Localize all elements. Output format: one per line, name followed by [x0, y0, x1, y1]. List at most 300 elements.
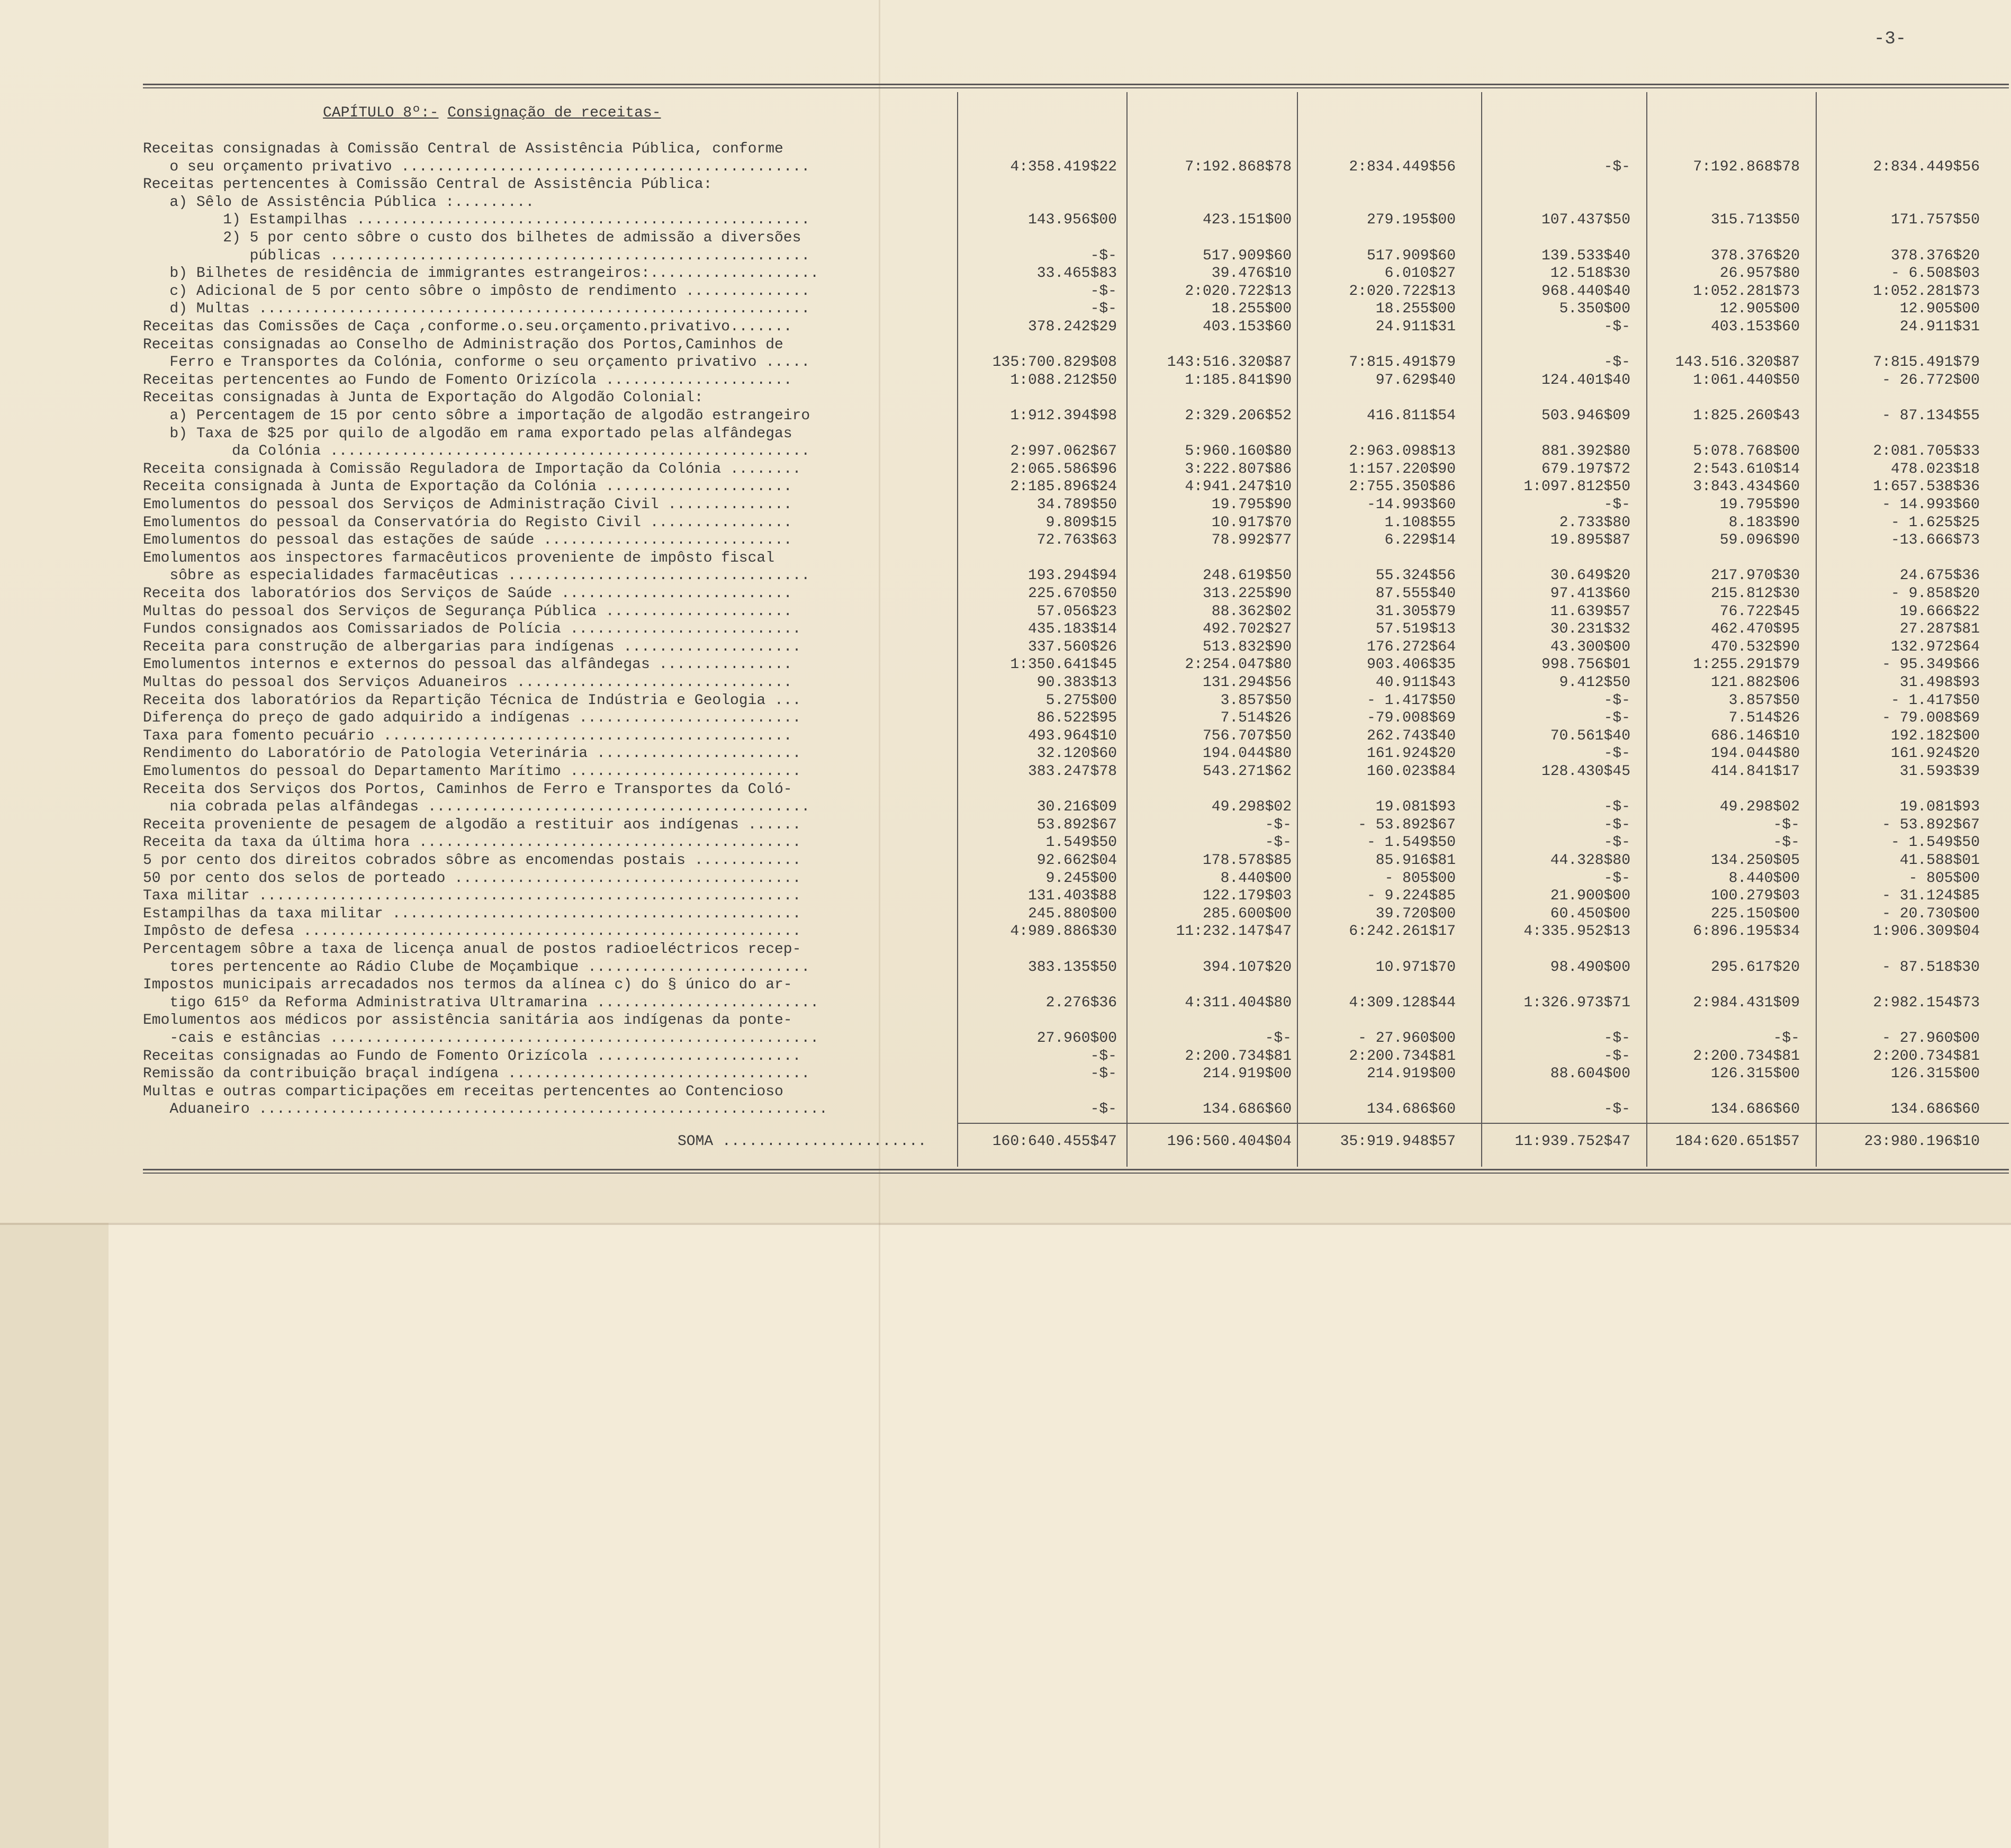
row-value: 1:326.973$71: [1523, 994, 1630, 1011]
chapter-prefix: CAPÍTULO 8º:-: [323, 105, 439, 121]
row-value: - 87.518$30: [1882, 959, 1980, 976]
row-value: 1.549$50: [1045, 834, 1117, 851]
row-value: -$-: [1603, 1101, 1630, 1118]
row-value: 2:982.154$73: [1873, 994, 1980, 1011]
row-description: Ferro e Transportes da Colónia, conforme o seu orçamento privativo .....: [143, 355, 810, 371]
row-description: Taxa para fomento pecuário ..............................................: [143, 728, 792, 744]
row-value: 2.733$80: [1559, 514, 1630, 531]
row-value: 2:963.098$13: [1349, 443, 1456, 460]
row-value: 7:815.491$79: [1349, 354, 1456, 371]
row-value: 10.917$70: [1211, 514, 1292, 531]
row-description: sôbre as especialidades farmacêuticas ..................................: [143, 569, 810, 584]
total-rule: [957, 1123, 2009, 1124]
row-value: 194.044$80: [1202, 745, 1292, 762]
row-value: 4:335.952$13: [1523, 923, 1630, 940]
row-value: -$-: [1090, 247, 1117, 264]
row-value: -$-: [1603, 1030, 1630, 1047]
row-value: 6:242.261$17: [1349, 923, 1456, 940]
row-value: 24.675$36: [1899, 567, 1980, 584]
row-value: 134.686$60: [1890, 1101, 1980, 1118]
row-description: a) Sêlo de Assistência Pública :.........: [143, 195, 535, 210]
row-value: 24.911$31: [1899, 319, 1980, 335]
row-value: -$-: [1090, 1048, 1117, 1065]
page-number: -3-: [1874, 29, 1907, 49]
row-description: d) Multas ..............................................................: [143, 302, 810, 317]
row-value: 378.376$20: [1710, 247, 1800, 264]
row-value: 192.182$00: [1890, 727, 1980, 744]
row-value: 2:200.734$81: [1349, 1048, 1456, 1065]
row-description: Receita para construção de albergarias para indígenas ....................: [143, 639, 801, 655]
row-description: Emolumentos do pessoal das estações de saúde ............................: [143, 533, 792, 548]
row-value: -$-: [1603, 745, 1630, 762]
row-value: 383.135$50: [1027, 959, 1117, 976]
row-value: 3:222.807$86: [1185, 461, 1292, 477]
row-value: 492.702$27: [1202, 621, 1292, 638]
row-value: 53.892$67: [1036, 816, 1117, 833]
row-value: 1:052.281$73: [1693, 283, 1800, 300]
row-value: 4:358.419$22: [1010, 158, 1117, 175]
row-value: - 1.417$50: [1890, 692, 1980, 709]
row-description: Estampilhas da taxa militar ..............................................: [143, 906, 801, 922]
row-value: 998.756$01: [1541, 656, 1630, 673]
row-value: - 27.960$00: [1358, 1030, 1456, 1047]
row-value: -79.008$69: [1366, 710, 1456, 727]
row-value: - 6.508$03: [1890, 265, 1980, 282]
row-value: 881.392$80: [1541, 443, 1630, 460]
row-value: 517.909$60: [1202, 247, 1292, 264]
row-value: 19.795$90: [1211, 497, 1292, 513]
row-value: 9.245$00: [1045, 870, 1117, 887]
row-description: a) Percentagem de 15 por cento sôbre a importação de algodão estrangeiro: [143, 409, 810, 423]
row-value: 7.514$26: [1220, 710, 1292, 727]
row-value: 30.649$20: [1550, 567, 1630, 584]
row-value: 11.639$57: [1550, 603, 1630, 620]
row-value: 503.946$09: [1541, 408, 1630, 424]
row-value: 176.272$64: [1366, 638, 1456, 655]
row-value: 88.604$00: [1550, 1066, 1630, 1083]
row-value: 134.686$60: [1366, 1101, 1456, 1118]
row-value: 7:815.491$79: [1873, 354, 1980, 371]
row-value: 378.242$29: [1027, 319, 1117, 335]
row-value: 2:020.722$13: [1349, 283, 1456, 300]
paper-lower: [109, 1223, 2011, 1848]
column-divider: [1816, 92, 1817, 1167]
row-value: - 79.008$69: [1882, 710, 1980, 727]
row-value: 27.960$00: [1036, 1030, 1117, 1047]
row-value: 9.809$15: [1045, 514, 1117, 531]
row-value: 1:157.220$90: [1349, 461, 1456, 477]
row-value: -$-: [1603, 799, 1630, 816]
fold-line-horizontal: [0, 1223, 2011, 1225]
row-value: 1:185.841$90: [1185, 372, 1292, 389]
row-value: 41.588$01: [1899, 852, 1980, 869]
row-description: 1) Estampilhas ...................................................: [143, 213, 810, 228]
total-value: 23:980.196$10: [1864, 1133, 1980, 1150]
row-description: Emolumentos aos médicos por assistência sanitária aos indígenas da ponte-: [143, 1013, 792, 1029]
row-value: 131.294$56: [1202, 674, 1292, 691]
row-description: c) Adicional de 5 por cento sôbre o impôsto de rendimento ..............: [143, 284, 810, 299]
row-value: 403.153$60: [1710, 319, 1800, 335]
row-description: Fundos consignados aos Comissariados de Polícia ..........................: [143, 622, 801, 637]
row-value: 416.811$54: [1366, 408, 1456, 424]
row-description: nia cobrada pelas alfândegas ...........................................: [143, 800, 810, 815]
row-description: -cais e estâncias .......................................................: [143, 1031, 819, 1046]
row-value: 3.857$50: [1220, 692, 1292, 709]
row-description: Receita dos Serviços dos Portos, Caminhos de Ferro e Transportes da Coló-: [143, 782, 792, 797]
row-description: Percentagem sôbre a taxa de licença anual de postos radioeléctricos recep-: [143, 942, 801, 957]
row-value: 679.197$72: [1541, 461, 1630, 477]
row-value: 19.081$93: [1375, 799, 1456, 816]
row-description: da Colónia ......................................................: [143, 444, 810, 459]
row-value: 245.880$00: [1027, 905, 1117, 922]
row-value: 1.108$55: [1384, 514, 1456, 531]
row-value: 44.328$80: [1550, 852, 1630, 869]
row-value: 4:311.404$80: [1185, 994, 1292, 1011]
row-value: 215.812$30: [1710, 585, 1800, 602]
row-value: 394.107$20: [1202, 959, 1292, 976]
row-value: 24.911$31: [1375, 319, 1456, 335]
row-value: 171.757$50: [1890, 212, 1980, 229]
total-value: 184:620.651$57: [1675, 1133, 1800, 1150]
row-value: 214.919$00: [1202, 1066, 1292, 1083]
row-value: -$-: [1090, 301, 1117, 318]
row-description: Receitas das Comissões de Caça ,conforme.o.seu.orçamento.privativo.......: [143, 320, 792, 335]
row-value: 2:984.431$09: [1693, 994, 1800, 1011]
row-value: 1:912.394$98: [1010, 408, 1117, 424]
row-description: Emolumentos do pessoal dos Serviços de Administração Civil ..............: [143, 498, 792, 512]
row-value: 2:254.047$80: [1185, 656, 1292, 673]
row-value: 2:834.449$56: [1349, 158, 1456, 175]
row-value: 2:329.206$52: [1185, 408, 1292, 424]
row-value: -$-: [1603, 354, 1630, 371]
row-value: 5:078.768$00: [1693, 443, 1800, 460]
row-value: 124.401$40: [1541, 372, 1630, 389]
row-description: Receita proveniente de pesagem de algodão a restituir aos indígenas ......: [143, 817, 801, 833]
row-value: 2:020.722$13: [1185, 283, 1292, 300]
total-value: 35:919.948$57: [1340, 1133, 1456, 1150]
row-value: 513.832$90: [1202, 638, 1292, 655]
row-value: 97.629$40: [1375, 372, 1456, 389]
row-value: 3:843.434$60: [1693, 479, 1800, 495]
row-value: 19.795$90: [1719, 497, 1800, 513]
row-value: 121.882$06: [1710, 674, 1800, 691]
row-value: 2:543.610$14: [1693, 461, 1800, 477]
row-description: b) Bilhetes de residência de immigrantes estrangeiros:...................: [143, 266, 819, 282]
top-rule-2: [143, 87, 2009, 88]
row-description: tores pertencente ao Rádio Clube de Moçambique .........................: [143, 960, 810, 975]
row-value: 107.437$50: [1541, 212, 1630, 229]
row-value: 178.578$85: [1202, 852, 1292, 869]
row-description: o seu orçamento privativo ..............................................: [143, 159, 810, 175]
row-description: 2) 5 por cento sôbre o custo dos bilhetes de admissão a diversões: [143, 231, 801, 246]
row-value: - 53.892$67: [1358, 816, 1456, 833]
row-value: 2:200.734$81: [1873, 1048, 1980, 1065]
row-value: - 1.417$50: [1366, 692, 1456, 709]
row-description: Emolumentos do pessoal do Departamento Marítimo ..........................: [143, 764, 801, 779]
row-value: 18.255$00: [1375, 301, 1456, 318]
row-value: 60.450$00: [1550, 905, 1630, 922]
row-value: 478.023$18: [1890, 461, 1980, 477]
row-value: -$-: [1090, 1066, 1117, 1083]
row-value: 313.225$90: [1202, 585, 1292, 602]
row-value: 3.857$50: [1728, 692, 1800, 709]
row-value: -14.993$60: [1366, 497, 1456, 513]
row-value: 86.522$95: [1036, 710, 1117, 727]
row-value: 9.412$50: [1559, 674, 1630, 691]
row-value: - 805$00: [1384, 870, 1456, 887]
row-value: 7:192.868$78: [1185, 158, 1292, 175]
row-description: Multas do pessoal dos Serviços Aduaneiros ...............................: [143, 675, 792, 690]
row-value: 470.532$90: [1710, 638, 1800, 655]
row-value: 337.560$26: [1027, 638, 1117, 655]
row-value: - 87.134$55: [1882, 408, 1980, 424]
row-value: 225.150$00: [1710, 905, 1800, 922]
row-value: 12.518$30: [1550, 265, 1630, 282]
row-value: -$-: [1603, 319, 1630, 335]
row-value: - 9.858$20: [1890, 585, 1980, 602]
row-value: 2:997.062$67: [1010, 443, 1117, 460]
row-value: 85.916$81: [1375, 852, 1456, 869]
row-value: 134.250$05: [1710, 852, 1800, 869]
row-description: Diferença do preço de gado adquirido a indígenas .........................: [143, 711, 801, 726]
row-value: 414.841$17: [1710, 763, 1800, 780]
row-value: 1:825.260$43: [1693, 408, 1800, 424]
row-value: 2:185.896$24: [1010, 479, 1117, 495]
row-value: 19.666$22: [1899, 603, 1980, 620]
row-value: 132.972$64: [1890, 638, 1980, 655]
row-value: 6.229$14: [1384, 532, 1456, 549]
row-description: Receitas consignadas ao Fundo de Fomento Orizícola .......................: [143, 1049, 801, 1064]
row-description: tigo 615º da Reforma Administrativa Ultramarina .........................: [143, 995, 819, 1011]
row-value: 100.279$03: [1710, 888, 1800, 905]
row-value: 686.146$10: [1710, 727, 1800, 744]
row-value: 126.315$00: [1710, 1066, 1800, 1083]
row-description: Receitas pertencentes à Comissão Central de Assistência Pública:: [143, 177, 713, 193]
row-value: 4:989.886$30: [1010, 923, 1117, 940]
row-value: 4:941.247$10: [1185, 479, 1292, 495]
row-value: - 27.960$00: [1882, 1030, 1980, 1047]
row-value: -$-: [1265, 1030, 1292, 1047]
row-value: 32.120$60: [1036, 745, 1117, 762]
row-value: 2.276$36: [1045, 994, 1117, 1011]
row-description: Receitas consignadas à Comissão Central de Assistência Pública, conforme: [143, 142, 783, 157]
row-value: 59.096$90: [1719, 532, 1800, 549]
row-description: 5 por cento dos direitos cobrados sôbre as encomendas postais ............: [143, 853, 801, 868]
row-value: 49.298$02: [1211, 799, 1292, 816]
row-value: -$-: [1603, 158, 1630, 175]
row-value: -$-: [1603, 1048, 1630, 1065]
row-value: 6.010$27: [1384, 265, 1456, 282]
row-value: 194.044$80: [1710, 745, 1800, 762]
row-value: 27.287$81: [1899, 621, 1980, 638]
row-value: 7:192.868$78: [1693, 158, 1800, 175]
row-description: Receitas consignadas ao Conselho de Administração dos Portos,Caminhos de: [143, 337, 783, 353]
row-value: 295.617$20: [1710, 959, 1800, 976]
bottom-rule-2: [143, 1173, 2009, 1174]
column-divider: [1126, 92, 1128, 1167]
row-value: 88.362$02: [1211, 603, 1292, 620]
row-description: Emolumentos internos e externos do pessoal das alfândegas ...............: [143, 657, 792, 673]
row-value: -$-: [1090, 1101, 1117, 1118]
row-value: 2:834.449$56: [1873, 158, 1980, 175]
row-value: - 1.549$50: [1890, 834, 1980, 851]
row-value: 2:081.705$33: [1873, 443, 1980, 460]
row-value: 97.413$60: [1550, 585, 1630, 602]
row-value: 8.440$00: [1728, 870, 1800, 887]
row-description: Multas e outras comparticipações em receitas pertencentes ao Contencioso: [143, 1084, 783, 1099]
row-value: 57.056$23: [1036, 603, 1117, 620]
row-value: 6:896.195$34: [1693, 923, 1800, 940]
row-value: - 31.124$85: [1882, 888, 1980, 905]
row-value: 143.516.320$87: [1675, 354, 1800, 371]
row-value: 493.964$10: [1027, 727, 1117, 744]
row-value: 217.970$30: [1710, 567, 1800, 584]
total-value: 196:560.404$04: [1167, 1133, 1292, 1150]
row-value: 1:255.291$79: [1693, 656, 1800, 673]
row-value: 517.909$60: [1366, 247, 1456, 264]
row-value: -$-: [1603, 870, 1630, 887]
row-value: 128.430$45: [1541, 763, 1630, 780]
row-value: -$-: [1603, 497, 1630, 513]
row-value: 134.686$60: [1710, 1101, 1800, 1118]
row-value: -$-: [1603, 692, 1630, 709]
row-value: 403.153$60: [1202, 319, 1292, 335]
row-description: Receitas consignadas à Junta de Exportação do Algodão Colonial:: [143, 391, 704, 406]
row-value: 30.231$32: [1550, 621, 1630, 638]
row-value: - 1.625$25: [1890, 514, 1980, 531]
top-rule: [143, 84, 2009, 85]
row-description: 50 por cento dos selos de porteado .......................................: [143, 871, 801, 886]
row-value: 160.023$84: [1366, 763, 1456, 780]
row-value: 968.440$40: [1541, 283, 1630, 300]
row-value: 126.315$00: [1890, 1066, 1980, 1083]
row-description: Impostos municipais arrecadados nos termos da alínea c) do § único do ar-: [143, 978, 792, 993]
total-label: SOMA .......................: [678, 1134, 927, 1149]
row-description: Aduaneiro ................................................................: [143, 1102, 828, 1117]
row-value: 10.971$70: [1375, 959, 1456, 976]
row-value: 279.195$00: [1366, 212, 1456, 229]
row-value: 135:700.829$08: [992, 354, 1117, 371]
row-value: -$-: [1773, 834, 1800, 851]
row-value: - 26.772$00: [1882, 372, 1980, 389]
row-value: 315.713$50: [1710, 212, 1800, 229]
row-value: 2:755.350$86: [1349, 479, 1456, 495]
paper-notch: [0, 1223, 109, 1848]
row-value: 7.514$26: [1728, 710, 1800, 727]
row-description: Receita dos laboratórios da Repartição Técnica de Indústria e Geologia ...: [143, 693, 801, 708]
row-value: 76.722$45: [1719, 603, 1800, 620]
row-value: 12.905$00: [1899, 301, 1980, 318]
revenue-table: [143, 84, 2009, 1178]
row-value: 31.305$79: [1375, 603, 1456, 620]
row-value: - 20.730$00: [1882, 905, 1980, 922]
row-value: -13.666$73: [1890, 532, 1980, 549]
row-value: 225.670$50: [1027, 585, 1117, 602]
row-value: - 14.993$60: [1882, 497, 1980, 513]
row-description: Impôsto de defesa ........................................................: [143, 924, 801, 940]
row-value: 134.686$60: [1202, 1101, 1292, 1118]
row-description: Emolumentos do pessoal da Conservatória do Registo Civil ................: [143, 515, 792, 530]
row-value: 5:960.160$80: [1185, 443, 1292, 460]
row-value: 1:052.281$73: [1873, 283, 1980, 300]
row-value: 383.247$78: [1027, 763, 1117, 780]
row-value: 12.905$00: [1719, 301, 1800, 318]
row-value: 19.895$87: [1550, 532, 1630, 549]
row-value: 18.255$00: [1211, 301, 1292, 318]
row-value: 143.956$00: [1027, 212, 1117, 229]
row-value: 92.662$04: [1036, 852, 1117, 869]
row-value: 40.911$43: [1375, 674, 1456, 691]
row-value: 2:200.734$81: [1693, 1048, 1800, 1065]
row-value: - 1.549$50: [1366, 834, 1456, 851]
row-value: -$-: [1773, 1030, 1800, 1047]
row-value: 72.763$63: [1036, 532, 1117, 549]
row-value: 34.789$50: [1036, 497, 1117, 513]
row-value: 8.440$00: [1220, 870, 1292, 887]
chapter-title: Consignação de receitas-: [447, 105, 661, 121]
row-value: - 53.892$67: [1882, 816, 1980, 833]
row-description: públicas ......................................................: [143, 248, 810, 264]
row-value: -$-: [1603, 816, 1630, 833]
row-description: Remissão da contribuição braçal indígena ..................................: [143, 1067, 810, 1082]
row-value: 423.151$00: [1202, 212, 1292, 229]
row-value: 1:061.440$50: [1693, 372, 1800, 389]
row-value: 11:232.147$47: [1176, 923, 1292, 940]
row-value: - 95.349$66: [1882, 656, 1980, 673]
row-value: -$-: [1265, 834, 1292, 851]
row-value: 70.561$40: [1550, 727, 1630, 744]
row-value: 55.324$56: [1375, 567, 1456, 584]
row-value: - 805$00: [1908, 870, 1980, 887]
row-value: 214.919$00: [1366, 1066, 1456, 1083]
row-value: 90.383$13: [1036, 674, 1117, 691]
row-description: Emolumentos aos inspectores farmacêuticos proveniente de impôsto fiscal: [143, 551, 774, 566]
row-value: 2:200.734$81: [1185, 1048, 1292, 1065]
row-value: 903.406$35: [1366, 656, 1456, 673]
row-value: 378.376$20: [1890, 247, 1980, 264]
row-value: 1:906.309$04: [1873, 923, 1980, 940]
row-description: Receita consignada à Comissão Reguladora de Importação da Colónia ........: [143, 462, 801, 477]
row-value: 43.300$00: [1550, 638, 1630, 655]
chapter-heading: [323, 105, 661, 121]
row-value: 139.533$40: [1541, 247, 1630, 264]
row-value: 49.298$02: [1719, 799, 1800, 816]
row-value: 5.275$00: [1045, 692, 1117, 709]
row-value: - 9.224$85: [1366, 888, 1456, 905]
row-value: -$-: [1090, 283, 1117, 300]
row-value: 161.924$20: [1366, 745, 1456, 762]
row-value: 543.271$62: [1202, 763, 1292, 780]
row-value: 31.593$39: [1899, 763, 1980, 780]
row-value: 1:097.812$50: [1523, 479, 1630, 495]
row-value: 8.183$90: [1728, 514, 1800, 531]
row-value: 143:516.320$87: [1167, 354, 1292, 371]
row-value: 98.490$00: [1550, 959, 1630, 976]
row-value: 30.216$09: [1036, 799, 1117, 816]
row-description: Receita dos laboratórios dos Serviços de Saúde ..........................: [143, 587, 792, 601]
row-value: 1:088.212$50: [1010, 372, 1117, 389]
row-value: 193.294$94: [1027, 567, 1117, 584]
row-value: 19.081$93: [1899, 799, 1980, 816]
total-value: 11:939.752$47: [1514, 1133, 1630, 1150]
row-value: 131.403$88: [1027, 888, 1117, 905]
row-value: 2:065.586$96: [1010, 461, 1117, 477]
row-value: 33.465$83: [1036, 265, 1117, 282]
bottom-rule: [143, 1169, 2009, 1170]
row-value: 248.619$50: [1202, 567, 1292, 584]
row-value: 31.498$93: [1899, 674, 1980, 691]
row-description: Taxa militar .............................................................: [143, 889, 801, 904]
